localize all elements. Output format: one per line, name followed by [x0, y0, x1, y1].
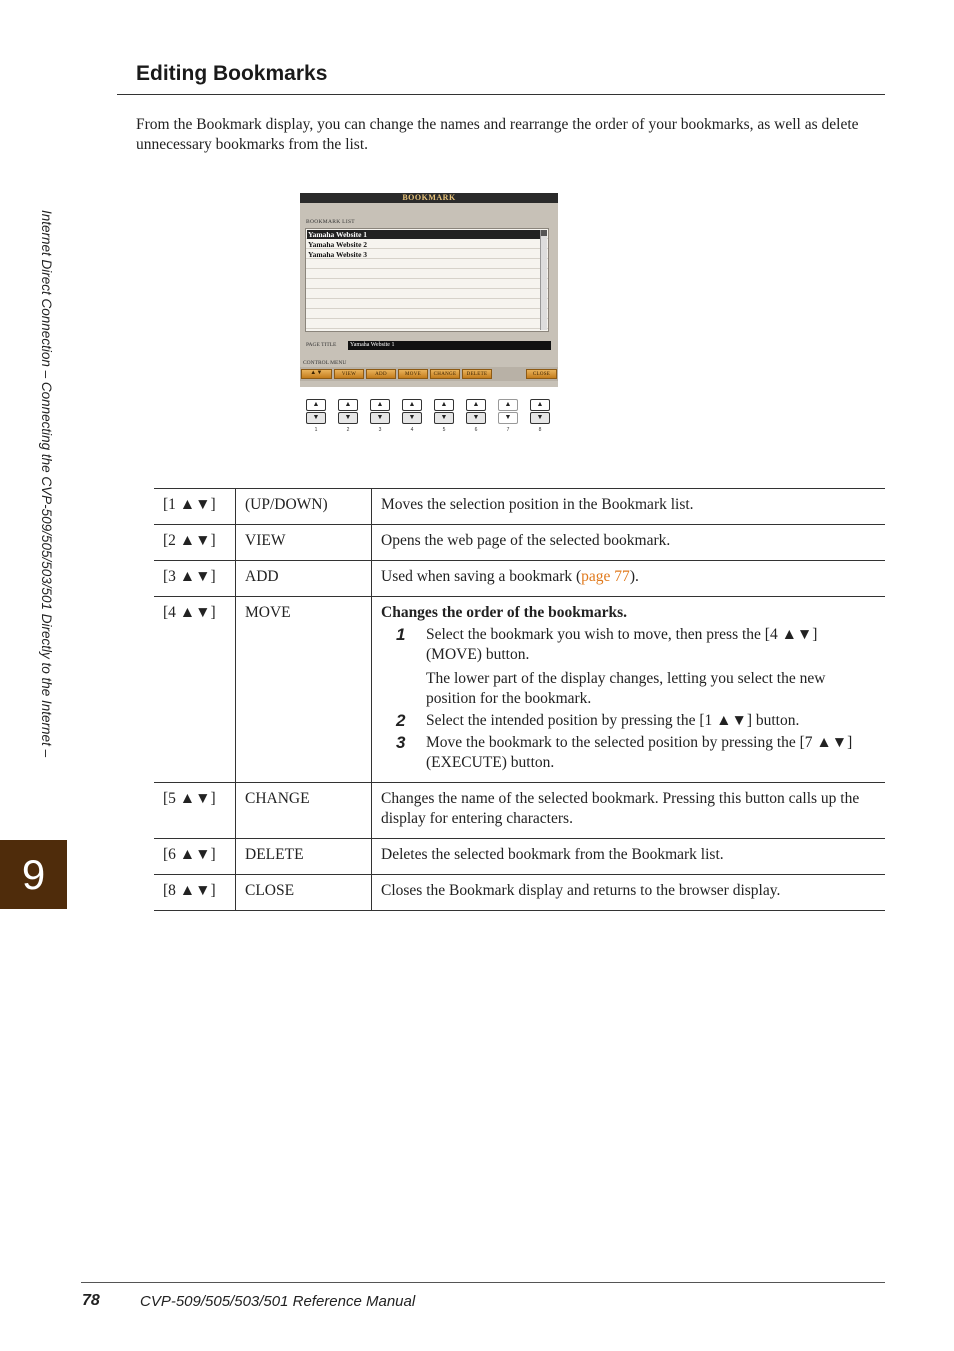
- table-row: [154, 561, 885, 597]
- up-arrow-icon[interactable]: ▲: [370, 399, 390, 411]
- step-note: The lower part of the display changes, letting you select the new position for the bookmark.: [426, 670, 826, 707]
- up-arrow-icon[interactable]: ▲: [498, 399, 518, 411]
- panel-button-number: 1: [314, 427, 318, 433]
- footer-rule: [81, 1282, 885, 1283]
- description-cell: Closes the Bookmark display and returns to the browser display.: [372, 875, 886, 911]
- page-title-field: Yamaha Website 1: [348, 341, 551, 350]
- step-number: 1: [396, 625, 406, 644]
- table-row: [154, 597, 885, 783]
- screen-title: BOOKMARK: [300, 193, 558, 203]
- side-chapter-caption: Internet Direct Connection – Connecting the CVP-509/505/503/501 Directly to the Internet –: [39, 210, 54, 758]
- down-arrow-icon[interactable]: ▼: [306, 412, 326, 424]
- description-cell: Opens the web page of the selected bookmark.: [372, 525, 886, 561]
- panel-button-number: 2: [346, 427, 350, 433]
- page-title-label: PAGE TITLE: [306, 342, 337, 348]
- down-arrow-icon[interactable]: ▼: [370, 412, 390, 424]
- control-menu-label: CONTROL MENU: [303, 360, 347, 366]
- view-screen-button[interactable]: VIEW: [334, 369, 364, 379]
- up-arrow-icon[interactable]: ▲: [466, 399, 486, 411]
- section-heading: Editing Bookmarks: [136, 62, 328, 85]
- button-key-cell: [6 ▲▼]: [154, 839, 236, 875]
- description-cell: Deletes the selected bookmark from the Bookmark list.: [372, 839, 886, 875]
- list-scrollbar[interactable]: [540, 230, 547, 330]
- description-cell: [372, 597, 886, 783]
- table-row: [154, 489, 885, 525]
- panel-button-2[interactable]: [338, 399, 358, 433]
- table-row: [154, 875, 885, 911]
- up-arrow-icon[interactable]: ▲: [338, 399, 358, 411]
- button-name-cell: MOVE: [236, 597, 372, 783]
- heading-rule: [117, 94, 885, 95]
- bookmark-screen-illustration: [300, 193, 558, 387]
- step-item: [381, 711, 876, 731]
- button-function-table: [154, 488, 885, 911]
- button-name-cell: (UP/DOWN): [236, 489, 372, 525]
- button-key-cell: [4 ▲▼]: [154, 597, 236, 783]
- bookmark-list-item[interactable]: Yamaha Website 2: [308, 240, 368, 249]
- table-row: [154, 783, 885, 839]
- description-text: ).: [629, 568, 639, 585]
- step-number: 3: [396, 733, 406, 752]
- page-number: 78: [82, 1292, 100, 1309]
- step-text: Select the bookmark you wish to move, then press the [4 ▲▼] (MOVE) button.: [426, 626, 818, 663]
- up-arrow-icon[interactable]: ▲: [306, 399, 326, 411]
- panel-button-8[interactable]: [530, 399, 550, 433]
- delete-screen-button[interactable]: DELETE: [462, 369, 492, 379]
- button-key-cell: [1 ▲▼]: [154, 489, 236, 525]
- button-name-cell: VIEW: [236, 525, 372, 561]
- button-key-cell: [2 ▲▼]: [154, 525, 236, 561]
- description-cell: [372, 561, 886, 597]
- down-arrow-icon[interactable]: ▼: [338, 412, 358, 424]
- panel-button-3[interactable]: [370, 399, 390, 433]
- step-item: [381, 733, 876, 773]
- step-text: Select the intended position by pressing the [1 ▲▼] button.: [426, 712, 800, 729]
- description-text: Used when saving a bookmark (: [381, 568, 582, 585]
- add-screen-button[interactable]: ADD: [366, 369, 396, 379]
- step-text: Move the bookmark to the selected position by pressing the [7 ▲▼] (EXECUTE) button.: [426, 734, 853, 771]
- up-arrow-icon[interactable]: ▲: [434, 399, 454, 411]
- button-name-cell: DELETE: [236, 839, 372, 875]
- bookmark-list-caption: BOOKMARK LIST: [306, 219, 355, 225]
- change-screen-button[interactable]: CHANGE: [430, 369, 460, 379]
- step-number: 2: [396, 711, 406, 730]
- panel-button-6[interactable]: [466, 399, 486, 433]
- down-arrow-icon[interactable]: ▼: [434, 412, 454, 424]
- bookmark-list-item[interactable]: Yamaha Website 1: [307, 230, 544, 239]
- updown-screen-button[interactable]: ▲▼: [301, 369, 332, 379]
- button-name-cell: CHANGE: [236, 783, 372, 839]
- down-arrow-icon[interactable]: ▼: [530, 412, 550, 424]
- button-name-cell: CLOSE: [236, 875, 372, 911]
- down-arrow-icon[interactable]: ▼: [498, 412, 518, 424]
- up-arrow-icon[interactable]: ▲: [402, 399, 422, 411]
- up-arrow-icon[interactable]: ▲: [530, 399, 550, 411]
- panel-button-4[interactable]: [402, 399, 422, 433]
- down-arrow-icon[interactable]: ▼: [466, 412, 486, 424]
- table-row: [154, 525, 885, 561]
- button-key-cell: [5 ▲▼]: [154, 783, 236, 839]
- panel-button-number: 3: [378, 427, 382, 433]
- description-cell: Changes the name of the selected bookmark. Pressing this button calls up the display for entering characters.: [372, 783, 886, 839]
- down-arrow-icon[interactable]: ▼: [402, 412, 422, 424]
- page-reference-link[interactable]: page 77: [581, 568, 630, 585]
- panel-button-number: 5: [442, 427, 446, 433]
- close-screen-button[interactable]: CLOSE: [526, 369, 557, 379]
- bookmark-list: [305, 228, 549, 332]
- bookmark-list-item[interactable]: Yamaha Website 3: [308, 250, 368, 259]
- panel-button-1[interactable]: [306, 399, 326, 433]
- chapter-tab: 9: [0, 840, 67, 909]
- move-screen-button[interactable]: MOVE: [398, 369, 428, 379]
- step-item: [381, 625, 876, 665]
- panel-button-number: 4: [410, 427, 414, 433]
- intro-paragraph: From the Bookmark display, you can change the names and rearrange the order of your bookmarks, as well as delete unnecessary bookmarks from the list.: [136, 116, 859, 153]
- panel-button-number: 8: [538, 427, 542, 433]
- description-title: Changes the order of the bookmarks.: [381, 604, 627, 621]
- table-row: [154, 839, 885, 875]
- button-name-cell: ADD: [236, 561, 372, 597]
- scrollbar-thumb[interactable]: [541, 230, 547, 236]
- button-key-cell: [8 ▲▼]: [154, 875, 236, 911]
- button-key-cell: [3 ▲▼]: [154, 561, 236, 597]
- panel-button-number: 7: [506, 427, 510, 433]
- panel-button-7[interactable]: [498, 399, 518, 433]
- panel-button-5[interactable]: [434, 399, 454, 433]
- description-cell: Moves the selection position in the Bookmark list.: [372, 489, 886, 525]
- panel-button-number: 6: [474, 427, 478, 433]
- manual-title: CVP-509/505/503/501 Reference Manual: [140, 1293, 416, 1310]
